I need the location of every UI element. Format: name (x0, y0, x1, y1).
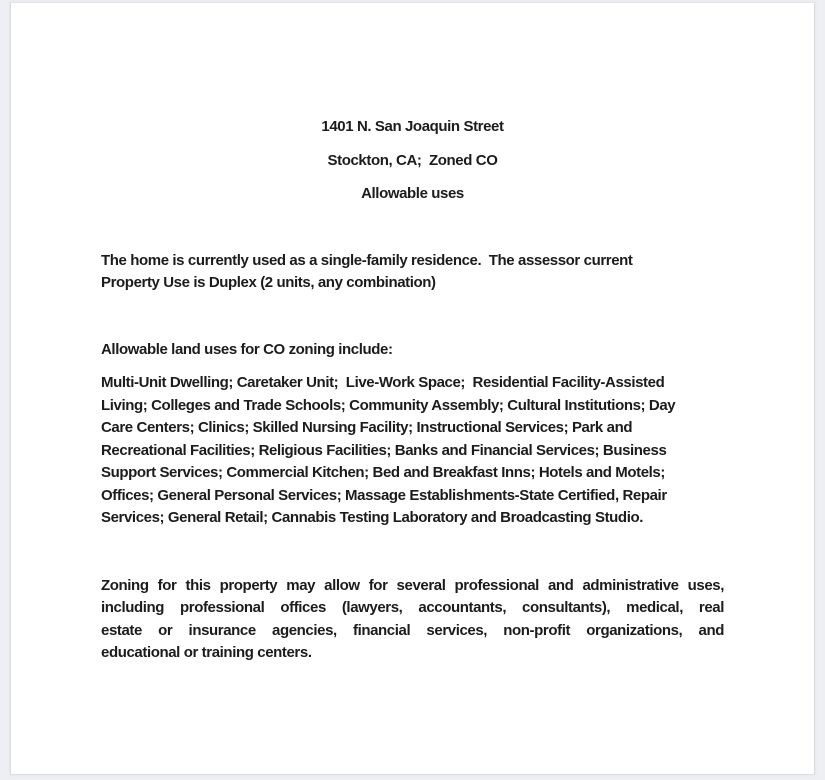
paragraph-line: Services; General Retail; Cannabis Testing Laboratory and Broadcasting Studio. (101, 509, 643, 526)
paragraph-line: Multi-Unit Dwelling; Caretaker Unit; Live-Work Space; Residential Facility-Assisted (101, 374, 665, 391)
paragraph-line: The home is currently used as a single-family residence. The assessor current (101, 251, 633, 269)
paragraph-current-use (101, 250, 724, 295)
paragraph-line: estate or insurance agencies, financial services, non-profit organizations, and (101, 621, 724, 639)
paragraph-zoning-note (101, 575, 724, 665)
heading-city-zone: Stockton, CA; Zoned CO (327, 151, 498, 169)
document-content (11, 3, 814, 665)
paragraph-allowable-list (101, 372, 724, 530)
paragraph-line: Offices; General Personal Services; Massage Establishments-State Certified, Repair (101, 486, 667, 504)
paragraph-line: Allowable land uses for CO zoning include: (101, 340, 393, 358)
paragraph-line: educational or training centers. (101, 644, 312, 661)
paragraph-allowable-intro (101, 339, 724, 362)
paragraph-line: Care Centers; Clinics; Skilled Nursing Facility; Instructional Services; Park and (101, 419, 633, 436)
paragraph-line: including professional offices (lawyers, accountants, consultants), medical, real (101, 599, 724, 616)
paragraph-line: Living; Colleges and Trade Schools; Community Assembly; Cultural Institutions; Day (101, 396, 676, 414)
paragraph-line: Property Use is Duplex (2 units, any combination) (101, 274, 436, 291)
document-page (10, 2, 815, 775)
paragraph-line: Zoning for this property may allow for several professional and administrative uses, (101, 576, 724, 594)
heading-subtitle: Allowable uses (361, 185, 464, 202)
heading-address: 1401 N. San Joaquin Street (321, 118, 504, 135)
paragraph-line: Recreational Facilities; Religious Facilities; Banks and Financial Services; Business (101, 441, 667, 459)
paragraph-line: Support Services; Commercial Kitchen; Bed and Breakfast Inns; Hotels and Motels; (101, 464, 665, 481)
